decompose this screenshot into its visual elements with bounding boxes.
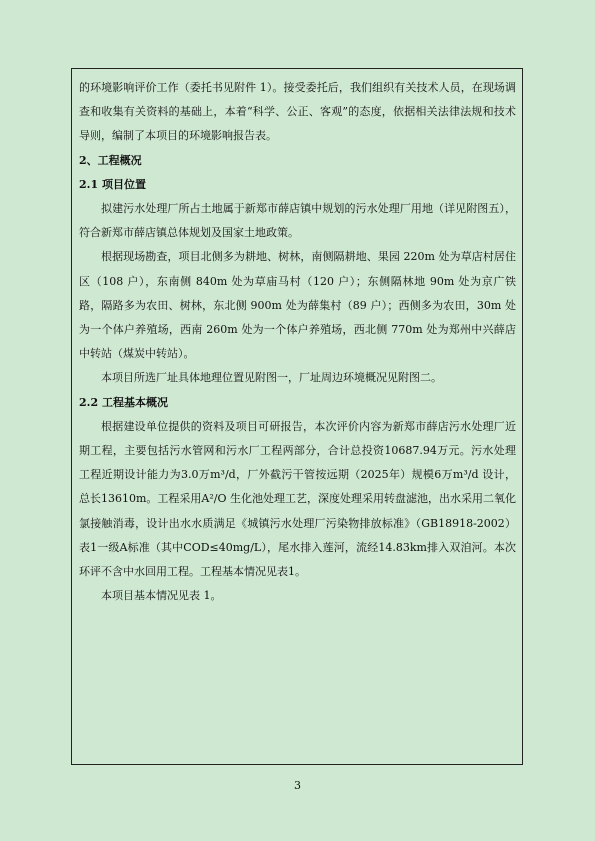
paragraph-land-use: 拟建污水处理厂所占土地属于新郑市薛店镇中规划的污水处理厂用地（详见附图五），符合新郑市薛店镇总体规划及国家土地政策。 (79, 202, 516, 240)
paragraph-project-details: 根据建设单位提供的资料及项目可研报告，本次评价内容为新郑市薛店污水处理厂近期工程，主要包括污水管网和污水厂工程两部分，合计总投资10687.94万元。污水处理工程近期设计能力为3.0万m³/d，厂外截污干管按远期（2025年）规模6万m³/d 设计，总长13610m。工程采用A²/O 生化池处理工艺，深度处理采用转盘滤池，出水采用二氧化氯接触消毒，设计出水水质满足《城镇污水处理厂污染物排放标准》（GB18918-2002）表1一级A标准（其中COD≤40mg/L），尾水排入莲河，流经14.83km排入双洎河。本次环评不含中水回用工程。工程基本情况见表1。 (79, 419, 516, 579)
paragraph-intro-continuation: 的环境影响评价工作（委托书见附件 1）。接受委托后，我们组织有关技术人员，在现场调查和收集有关资料的基础上，本着“科学、公正、客观”的态度，依据相关法律法规和技术导则，编制了本项目的环境影响报告表。 (79, 81, 516, 143)
section-heading-project-overview: 2、工程概况 (79, 153, 142, 167)
document-body (79, 76, 516, 608)
subsection-heading-basic-overview: 2.2 工程基本概况 (79, 395, 168, 409)
subsection-heading-location: 2.1 项目位置 (79, 177, 146, 191)
paragraph-site-maps: 本项目所选厂址具体地理位置见附图一，厂址周边环境概况见附图二。 (101, 371, 442, 385)
paragraph-table-reference: 本项目基本情况见表 1。 (101, 589, 222, 603)
paragraph-surroundings: 根据现场勘查，项目北侧多为耕地、树林，南侧隔耕地、果园 220m 处为草店村居住区（108 户），东南侧 840m 处为草庙马村（120 户）；东侧隔林地 90m 处为京广铁路，隔路多为农田、树林，东北侧 900m 处为薛集村（89 户）；西侧多为农田，30m 处为一个体户养殖场，西南 260m 处为一个体户养殖场，西北侧 770m 处为郑州中兴薛店中转站（煤炭中转站）。 (79, 250, 516, 361)
page-number: 3 (294, 779, 301, 792)
